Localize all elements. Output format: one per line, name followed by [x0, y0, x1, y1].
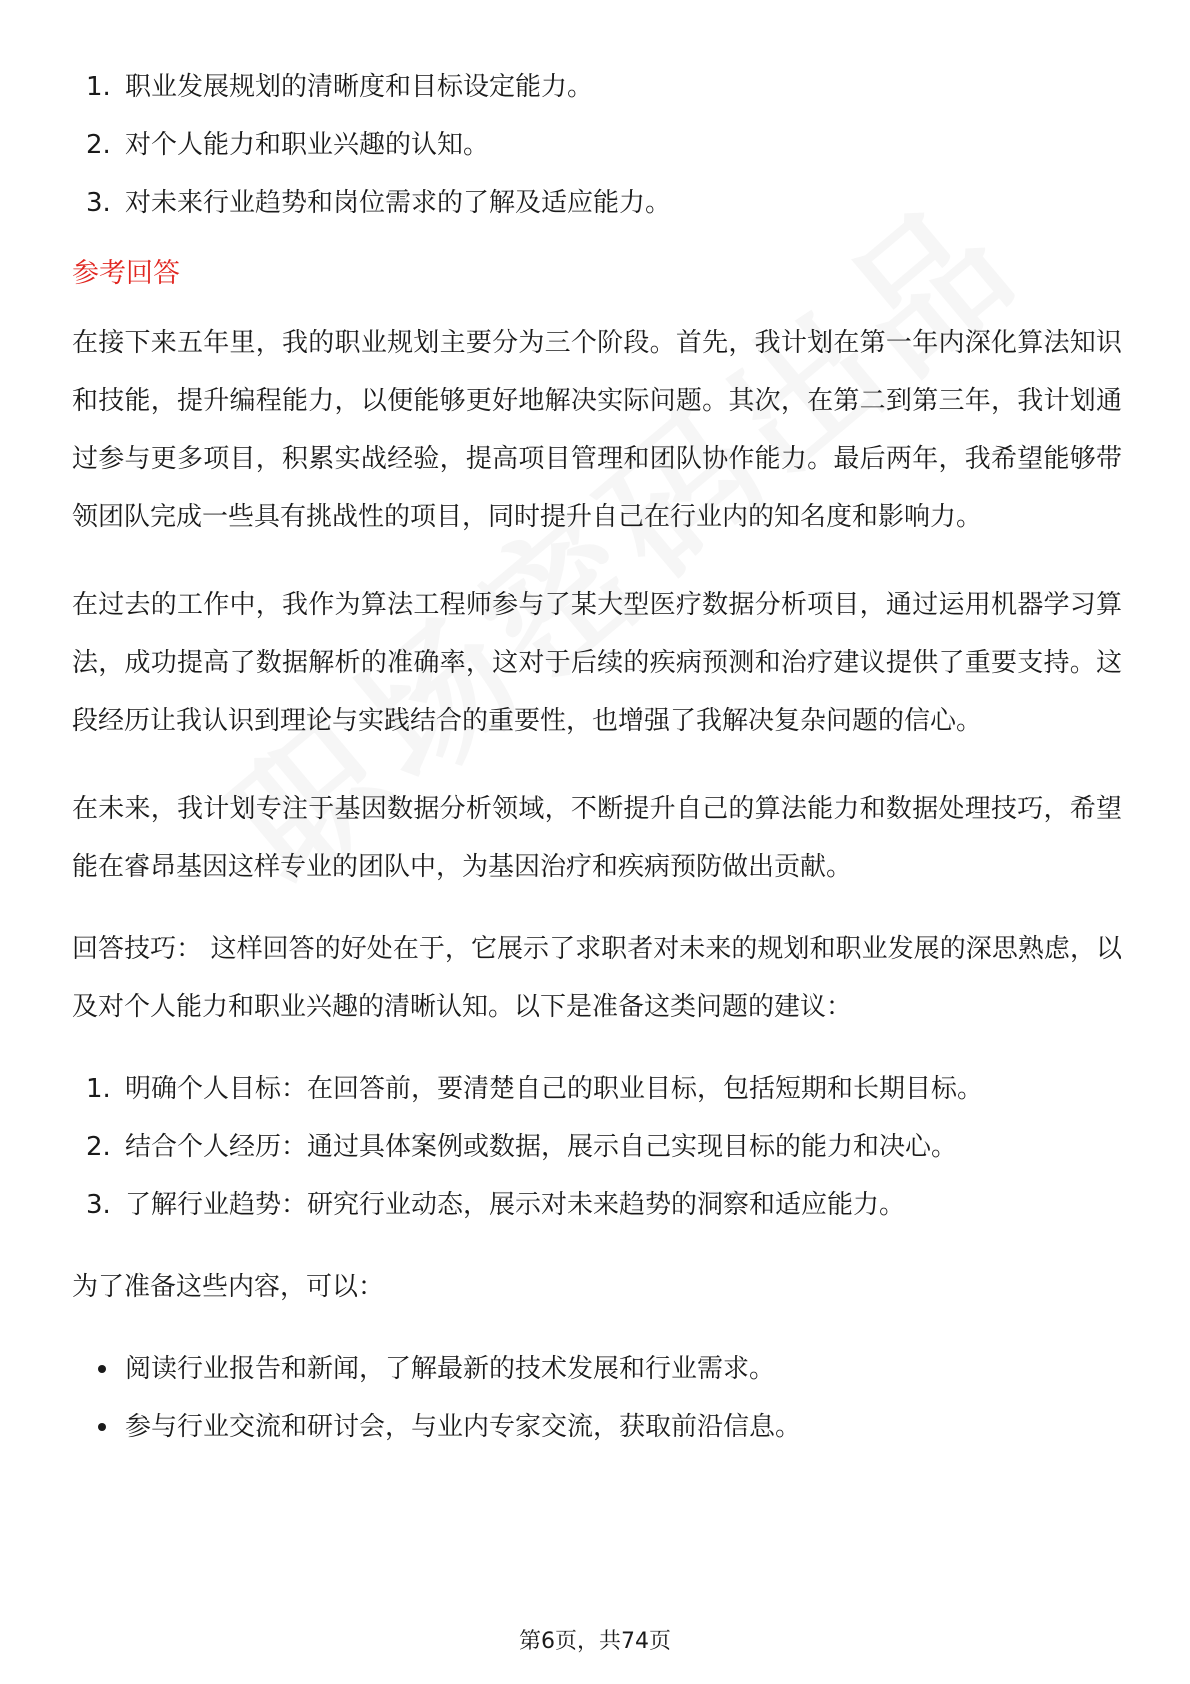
list-item: 3. 了解行业趋势：研究行业动态，展示对未来趋势的洞察和适应能力。 — [86, 1190, 906, 1220]
paragraph: 在过去的工作中，我作为算法工程师参与了某大型医疗数据分析项目，通过运用机器学习算法，成功提高了数据解析的准确率，这对于后续的疾病预测和治疗建议提供了重要支持。这段经历让我认识到理论与实践结合的重要性，也增强了我解决复杂问题的信心。 — [72, 590, 1122, 736]
list-item: 2. 结合个人经历：通过具体案例或数据，展示自己实现目标的能力和决心。 — [86, 1132, 958, 1162]
prep-bullet-list — [72, 1340, 1122, 1456]
bullet-item: 参与行业交流和研讨会，与业内专家交流，获取前沿信息。 — [72, 1398, 1122, 1456]
answer-tips-paragraph: 回答技巧： 这样回答的好处在于，它展示了求职者对未来的规划和职业发展的深思熟虑，以及对个人能力和职业兴趣的清晰认知。以下是准备这类问题的建议： — [72, 934, 1122, 1022]
prep-intro: 为了准备这些内容，可以： — [72, 1272, 385, 1302]
list-item: 3. 对未来行业趋势和岗位需求的了解及适应能力。 — [86, 188, 672, 218]
list-item: 1. 职业发展规划的清晰度和目标设定能力。 — [86, 72, 594, 102]
list-item: 2. 对个人能力和职业兴趣的认知。 — [86, 130, 490, 160]
document-page — [72, 58, 1122, 1456]
paragraph: 在接下来五年里，我的职业规划主要分为三个阶段。首先，我计划在第一年内深化算法知识和技能，提升编程能力，以便能够更好地解决实际问题。其次，在第二到第三年，我计划通过参与更多项目，积累实战经验，提高项目管理和团队协作能力。最后两年，我希望能够带领团队完成一些具有挑战性的项目，同时提升自己在行业内的知名度和影响力。 — [72, 328, 1122, 532]
paragraph: 在未来，我计划专注于基因数据分析领域，不断提升自己的算法能力和数据处理技巧，希望能在睿昂基因这样专业的团队中，为基因治疗和疾病预防做出贡献。 — [72, 794, 1122, 882]
bullet-icon — [98, 1365, 106, 1373]
bullet-item: 阅读行业报告和新闻，了解最新的技术发展和行业需求。 — [72, 1340, 1122, 1398]
question-criteria-list — [72, 58, 1122, 232]
answer-heading: 参考回答 — [72, 258, 180, 289]
list-item: 1. 明确个人目标：在回答前，要清楚自己的职业目标，包括短期和长期目标。 — [86, 1074, 984, 1104]
page-footer: 第6页，共74页 — [519, 1629, 671, 1654]
bullet-icon — [98, 1423, 106, 1431]
tips-list — [72, 1060, 1122, 1234]
